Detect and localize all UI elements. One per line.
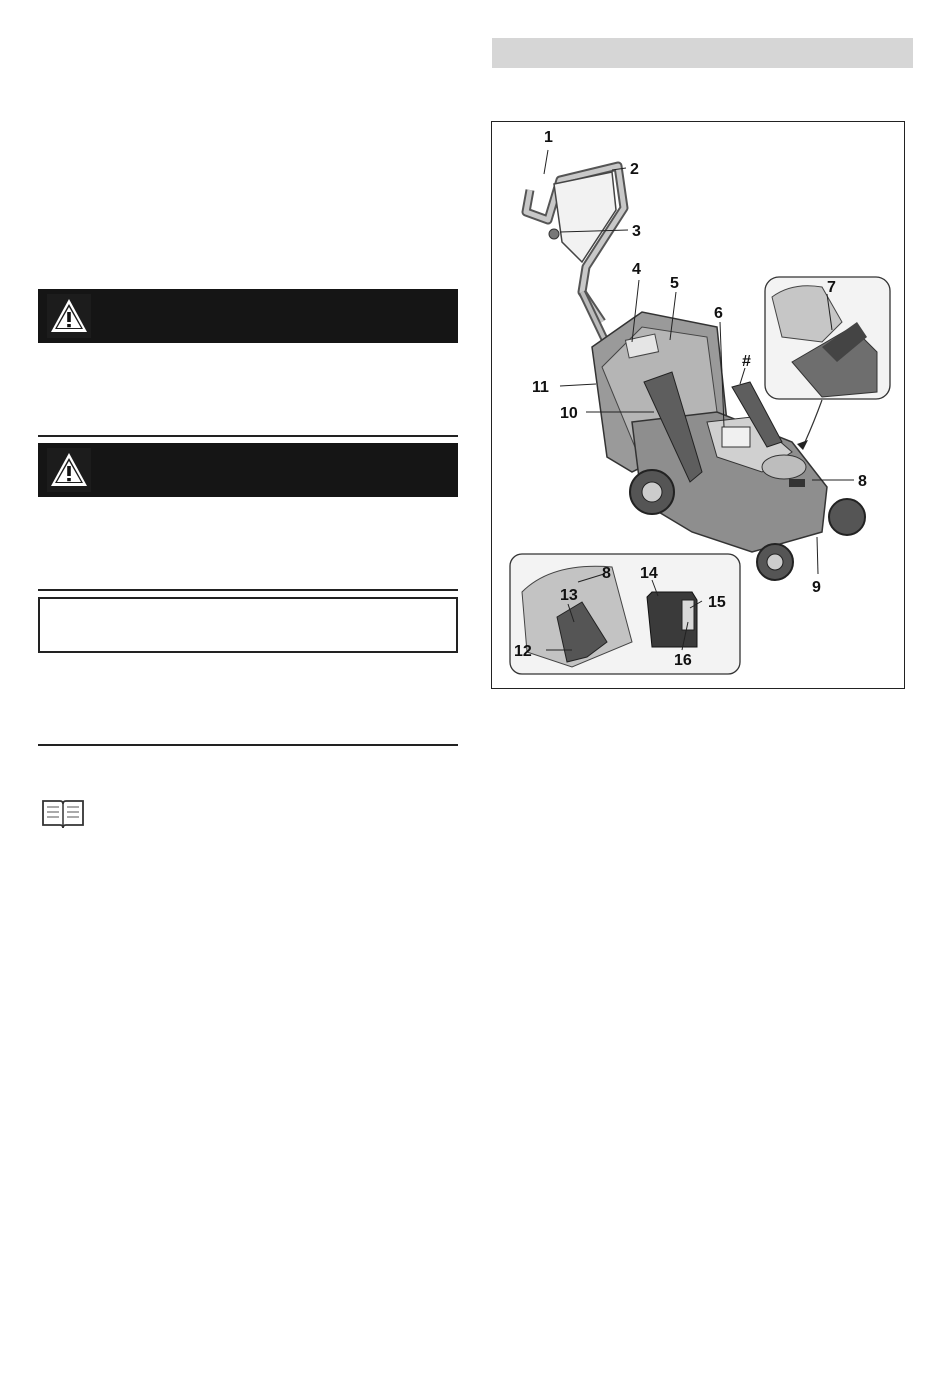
callout-6: 6 <box>714 305 723 322</box>
book-icon <box>40 797 86 831</box>
callout-8: 8 <box>858 473 867 490</box>
callout-9: 9 <box>812 579 821 596</box>
callout-5: 5 <box>670 275 679 292</box>
section-header-bar <box>492 38 913 68</box>
callout-1: 1 <box>544 129 553 146</box>
callout-14: 14 <box>640 565 658 582</box>
callout-12: 12 <box>514 643 532 660</box>
mower-illustration <box>492 122 904 688</box>
section-divider <box>38 744 458 746</box>
callout-2: 2 <box>630 161 639 178</box>
callout-16: 16 <box>674 652 692 669</box>
section-divider <box>38 589 458 591</box>
warning-triangle-icon <box>47 448 91 492</box>
callout-10: 10 <box>560 405 578 422</box>
callout-15: 15 <box>708 594 726 611</box>
callout-3: 3 <box>632 223 641 240</box>
callout-11: 11 <box>532 379 549 396</box>
callout-13: 13 <box>560 587 578 604</box>
callout-4: 4 <box>632 261 641 278</box>
warning-banner <box>38 443 458 497</box>
warning-banner <box>38 289 458 343</box>
callout-hash: # <box>742 353 751 370</box>
lawn-mower-figure <box>491 121 905 689</box>
section-divider <box>38 435 458 437</box>
callout-7: 7 <box>827 279 836 296</box>
warning-triangle-icon <box>47 294 91 338</box>
callout-8-inset: 8 <box>602 565 611 582</box>
notice-box <box>38 597 458 653</box>
